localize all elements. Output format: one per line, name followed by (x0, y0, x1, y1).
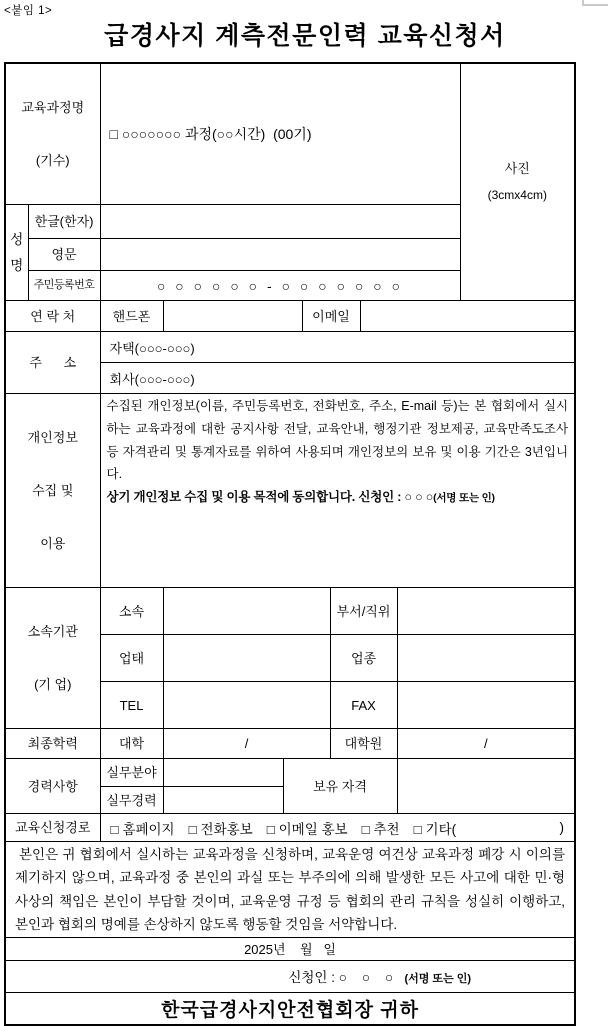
name-english-field[interactable] (100, 239, 460, 271)
email-label: 이메일 (302, 301, 360, 332)
work-field-field[interactable] (163, 759, 283, 787)
privacy-row (5, 394, 575, 588)
privacy-content-cell (100, 394, 575, 588)
certification-label: 보유 자격 (283, 759, 397, 814)
university-field[interactable]: / (163, 729, 330, 759)
org-industry-label: 업종 (330, 635, 397, 682)
org-label-cell (5, 588, 100, 729)
channel-option-email[interactable] (267, 818, 348, 838)
name-group-label-cell (5, 205, 28, 301)
email-field[interactable] (360, 301, 575, 332)
university-label: 대학 (100, 729, 163, 759)
channel-option-label: 추천 (373, 821, 400, 837)
checkbox-icon[interactable]: □ (109, 126, 118, 142)
channel-row (5, 814, 575, 842)
org-label-line2: (기 업) (34, 677, 72, 692)
grad-school-label: 대학원 (330, 729, 397, 759)
work-experience-label: 실무경력 (100, 787, 163, 814)
checkbox-icon[interactable]: □ (110, 821, 119, 837)
channel-option-label: 이메일 홍보 (278, 821, 348, 837)
work-experience-field[interactable] (163, 787, 283, 814)
org-department-field[interactable] (397, 588, 575, 635)
privacy-consent-suffix: (서명 또는 인) (433, 492, 495, 505)
privacy-label-cell (5, 394, 100, 588)
page-corner-artifact (582, 0, 608, 6)
checkbox-icon[interactable]: □ (188, 821, 197, 837)
pledge-text: 본인은 귀 협회에서 실시하는 교육과정을 신청하며, 교육운영 여건상 교육과정 폐강 시 이의를 제기하지 않으며, 교육과정 중 본인의 과실 또는 부주의에 의해 발생한 모든 사고에 대한 민·형사상의 책임은 본인이 부담할 것이며, 교육운영 규정 등 협회의 관리 규칙을 성실히 이행하고, 본인과 협회의 명예를 손상하지 않도록 행동할 것임을 서약합니다. (5, 842, 575, 938)
privacy-body: 수집된 개인정보(이름, 주민등록번호, 전화번호, 주소, E-mail 등)는 본 협회에서 실시하는 교육과정에 대한 공지사항 전달, 교육안내, 행정기관 정보제공, 교육만족도조사 등 자격관리 및 통계자료를 위하여 사용되며 개인정보의 보유 및 이용 기간은 3년입니다. (106, 399, 569, 482)
org-label-line1: 소속기관 (27, 624, 78, 639)
resident-number-label: 주민등록번호 (28, 271, 100, 301)
org-fax-label: FAX (330, 682, 397, 729)
org-fax-field[interactable] (397, 682, 575, 729)
org-tel-label: TEL (100, 682, 163, 729)
course-label-cell (5, 63, 100, 205)
channel-option-referral[interactable] (362, 818, 400, 838)
checkbox-icon[interactable]: □ (266, 821, 275, 837)
career-row-1 (5, 759, 575, 787)
channel-option-label: 기타( (425, 821, 457, 837)
channel-label: 교육신청경로 (5, 814, 100, 842)
channel-option-label: 홈페이지 (122, 821, 175, 837)
photo-box-cell (460, 63, 575, 301)
org-affiliation-field[interactable] (163, 588, 330, 635)
checkbox-icon[interactable]: □ (361, 821, 370, 837)
course-row (5, 63, 575, 205)
channel-option-homepage[interactable] (111, 818, 175, 838)
pledge-row (5, 842, 575, 938)
channel-option-phone[interactable] (189, 818, 253, 838)
education-row (5, 729, 575, 759)
resident-number-field[interactable]: ○ ○ ○ ○ ○ ○ - ○ ○ ○ ○ ○ ○ ○ (100, 271, 460, 301)
org-affiliation-label: 소속 (100, 588, 163, 635)
name-english-label: 영문 (28, 239, 100, 271)
privacy-consent-line (107, 486, 569, 510)
recipient-text: 한국급경사지안전협회장 귀하 (5, 992, 575, 1025)
channel-option-other[interactable] (414, 818, 457, 838)
privacy-consent-text: 상기 개인정보 수집 및 이용 목적에 동의합니다. 신청인 : ○ ○ ○ (106, 490, 434, 505)
work-field-label: 실무분야 (100, 759, 163, 787)
org-tel-field[interactable] (163, 682, 330, 729)
course-label-line2: (기수) (35, 153, 70, 168)
name-korean-label: 한글(한자) (28, 205, 100, 239)
photo-size-label: (3cmx4cm) (487, 188, 547, 202)
privacy-label-line1: 개인정보 (27, 430, 78, 445)
org-industry-field[interactable] (397, 635, 575, 682)
privacy-label-line3: 이용 (40, 536, 66, 551)
channel-options-cell (100, 814, 575, 842)
org-department-label: 부서/직위 (330, 588, 397, 635)
education-label: 최종학력 (5, 729, 100, 759)
date-row (5, 937, 575, 960)
applicant-signature-suffix: (서명 또는 인) (404, 973, 472, 986)
org-business-type-label: 업태 (100, 635, 163, 682)
certification-field[interactable] (397, 759, 575, 814)
address-company-field[interactable]: 회사(○○○-○○○) (100, 363, 575, 394)
channel-option-label: 전화홍보 (200, 821, 253, 837)
course-value: ○○○○○○○ 과정(○○시간) (00기) (121, 126, 312, 142)
address-label: 주 소 (5, 332, 100, 394)
career-label: 경력사항 (5, 759, 100, 814)
grad-school-field[interactable]: / (397, 729, 575, 759)
applicant-signature[interactable]: 신청인 : ○ ○ ○ (288, 970, 405, 986)
address-home-field[interactable]: 자택(○○○-○○○) (100, 332, 575, 363)
checkbox-icon[interactable]: □ (413, 821, 422, 837)
name-korean-field[interactable] (100, 205, 460, 239)
org-business-type-field[interactable] (163, 635, 330, 682)
application-form-table (4, 62, 576, 1026)
applicant-row (5, 960, 575, 992)
applicant-signature-cell[interactable] (5, 960, 575, 992)
course-label-line1: 교육과정명 (21, 100, 85, 115)
course-value-cell[interactable] (100, 63, 460, 205)
page-title: 급경사지 계측전문인력 교육신청서 (104, 22, 506, 50)
phone-label: 핸드폰 (100, 301, 163, 332)
address-home-row (5, 332, 575, 363)
name-group-line2: 명 (10, 257, 24, 273)
date-field[interactable]: 2025년 월 일 (5, 937, 575, 960)
recipient-row (5, 992, 575, 1025)
privacy-label-line2: 수집 및 (32, 483, 74, 498)
name-group-line1: 성 (10, 231, 24, 247)
contact-label: 연 락 처 (5, 301, 100, 332)
contact-row (5, 301, 575, 332)
org-row-1 (5, 588, 575, 635)
phone-field[interactable] (163, 301, 302, 332)
photo-label: 사진 (504, 161, 530, 176)
channel-other-close-paren: ) (559, 820, 565, 835)
attachment-label: <붙임 1> (4, 5, 53, 17)
